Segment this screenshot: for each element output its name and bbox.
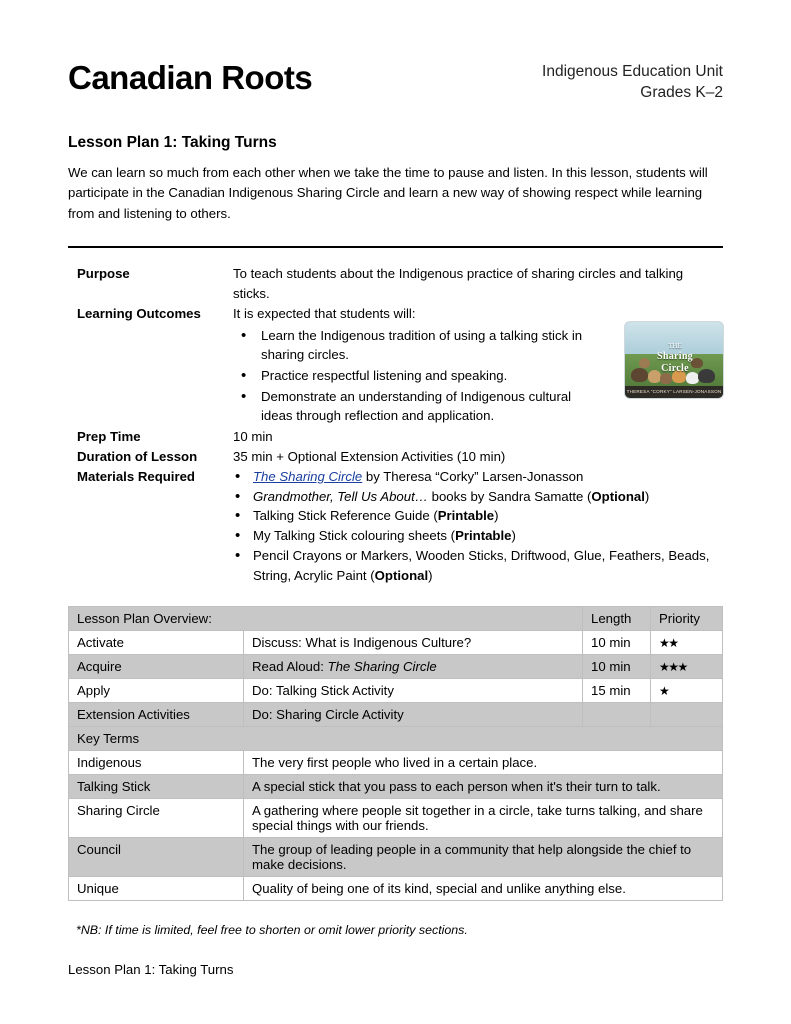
- priority-note: *NB: If time is limited, feel free to shorten or omit lower priority sections.: [76, 922, 468, 937]
- row-priority: [651, 702, 723, 726]
- page-title: Lesson Plan 1: Taking Turns: [68, 133, 277, 151]
- row-name: Acquire: [69, 654, 244, 678]
- key-term-definition: Quality of being one of its kind, special and unlike anything else.: [244, 876, 723, 900]
- material-text: books by Sandra Samatte (: [427, 488, 592, 504]
- info-value-duration: 35 min + Optional Extension Activities (10 min): [233, 449, 506, 465]
- row-name: Extension Activities: [69, 702, 244, 726]
- header-unit-info: [542, 56, 723, 104]
- info-label-purpose: Purpose: [77, 266, 130, 282]
- list-item: • Practice respectful listening and speaking.: [233, 366, 593, 385]
- row-desc: Do: Talking Stick Activity: [244, 678, 583, 702]
- row-name: Apply: [69, 678, 244, 702]
- table-row: [69, 678, 723, 702]
- key-term: Sharing Circle: [69, 798, 244, 837]
- row-priority: [651, 678, 723, 702]
- cover-author: THERESA “CORKY” LARSEN-JONASSON: [626, 389, 722, 395]
- row-length: [583, 702, 651, 726]
- lesson-info-block: [68, 264, 723, 585]
- material-emphasis: Optional: [374, 567, 429, 583]
- table-row: [69, 798, 723, 837]
- book-link[interactable]: The Sharing Circle: [253, 468, 363, 484]
- document-header: [68, 56, 723, 104]
- column-header-priority: Priority: [651, 606, 723, 630]
- info-row-purpose: [68, 264, 723, 304]
- cover-animal-icon: [631, 368, 648, 382]
- material-emphasis: Optional: [591, 488, 645, 504]
- key-term: Talking Stick: [69, 774, 244, 798]
- info-label-prep-time: Prep Time: [77, 429, 141, 445]
- material-text: My Talking Stick colouring sheets (: [253, 528, 456, 544]
- info-label-materials: Materials Required: [77, 468, 195, 484]
- list-item: [233, 526, 715, 546]
- key-term: Unique: [69, 876, 244, 900]
- cover-animal-icon: [698, 369, 715, 383]
- cover-animal-icon: [639, 358, 650, 368]
- row-desc-prefix: Read Aloud:: [252, 658, 328, 674]
- table-row: [69, 702, 723, 726]
- info-value-purpose: To teach students about the Indigenous practice of sharing circles and talking sticks.: [233, 266, 684, 301]
- row-priority: [651, 630, 723, 654]
- material-emphasis: Printable: [437, 508, 495, 524]
- row-desc: Do: Sharing Circle Activity: [244, 702, 583, 726]
- table-row: [69, 837, 723, 876]
- row-priority: [651, 654, 723, 678]
- material-text-tail: ): [428, 567, 433, 583]
- key-term-definition: The group of leading people in a community that help alongside the chief to make decisions.: [244, 837, 723, 876]
- info-value-prep-time: 10 min: [233, 429, 273, 445]
- key-terms-header-row: [69, 726, 723, 750]
- material-emphasis: Printable: [455, 528, 512, 544]
- material-text-tail: ): [511, 528, 516, 544]
- row-length: 10 min: [583, 630, 651, 654]
- info-row-prep-time: [68, 427, 723, 447]
- row-desc: [244, 654, 583, 678]
- info-row-duration: [68, 447, 723, 467]
- row-desc: Discuss: What is Indigenous Culture?: [244, 630, 583, 654]
- list-item: [233, 487, 715, 507]
- row-length: 10 min: [583, 654, 651, 678]
- key-terms-title: Key Terms: [69, 726, 723, 750]
- book-cover-image: [625, 322, 723, 398]
- row-length: 15 min: [583, 678, 651, 702]
- material-text: by Theresa “Corky” Larsen-Jonasson: [362, 468, 584, 484]
- column-header-length: Length: [583, 606, 651, 630]
- info-row-materials: [68, 467, 723, 586]
- list-item: [233, 467, 715, 487]
- key-term-definition: A special stick that you pass to each person when it's their turn to talk.: [244, 774, 723, 798]
- lesson-intro: We can learn so much from each other when we take the time to pause and listen. In this lesson, students will participate in the Canadian Indigenous Sharing Circle and learn a new way of showing respect while learning from and listening to others.: [68, 164, 708, 221]
- key-term-definition: The very first people who lived in a certain place.: [244, 750, 723, 774]
- outcomes-intro: It is expected that students will:: [233, 305, 416, 321]
- priority-stars: ★★: [659, 635, 678, 650]
- cover-title: [651, 342, 699, 376]
- table-header-row: [69, 606, 723, 630]
- table-row: [69, 876, 723, 900]
- info-label-outcomes: Learning Outcomes: [77, 305, 201, 321]
- priority-stars: ★★★: [659, 659, 687, 674]
- header-divider: [68, 246, 723, 248]
- page-footer: Lesson Plan 1: Taking Turns: [68, 962, 234, 977]
- table-row: [69, 774, 723, 798]
- priority-stars: ★: [659, 683, 669, 698]
- material-text-tail: ): [494, 508, 499, 524]
- row-name: Activate: [69, 630, 244, 654]
- grade-range: Grades K–2: [640, 83, 723, 101]
- key-term: Indigenous: [69, 750, 244, 774]
- unit-name: Indigenous Education Unit: [542, 63, 723, 80]
- cover-author-band: [625, 386, 723, 398]
- info-value-materials: [233, 467, 723, 586]
- material-text-tail: ): [644, 488, 650, 504]
- table-row: [69, 630, 723, 654]
- list-item: [233, 506, 715, 526]
- overview-title: Lesson Plan Overview:: [69, 606, 583, 630]
- row-desc-book-title: The Sharing Circle: [327, 658, 437, 674]
- cover-title-line3: Circle: [661, 363, 689, 375]
- book-title: Grandmother, Tell Us About…: [253, 488, 428, 504]
- list-item: [233, 546, 715, 586]
- material-text: Pencil Crayons or Markers, Wooden Sticks, Driftwood, Glue, Feathers, Beads, String, Acrylic Paint (: [253, 548, 710, 583]
- table-row: [69, 750, 723, 774]
- info-label-duration: Duration of Lesson: [77, 449, 198, 465]
- list-item: • Learn the Indigenous tradition of using a talking stick in sharing circles.: [233, 326, 593, 364]
- list-item: • Demonstrate an understanding of Indigenous cultural ideas through reflection and application.: [233, 387, 593, 425]
- lesson-overview-table: [68, 606, 723, 901]
- key-term-definition: A gathering where people sit together in a circle, take turns talking, and share special things with our friends.: [244, 798, 723, 837]
- table-row: [69, 654, 723, 678]
- cover-title-line1: THE: [668, 342, 682, 351]
- key-term: Council: [69, 837, 244, 876]
- materials-list: [233, 467, 715, 586]
- cover-title-line2: Sharing: [656, 350, 693, 362]
- brand-title: Canadian Roots: [68, 59, 313, 96]
- material-text: Talking Stick Reference Guide (: [253, 508, 438, 524]
